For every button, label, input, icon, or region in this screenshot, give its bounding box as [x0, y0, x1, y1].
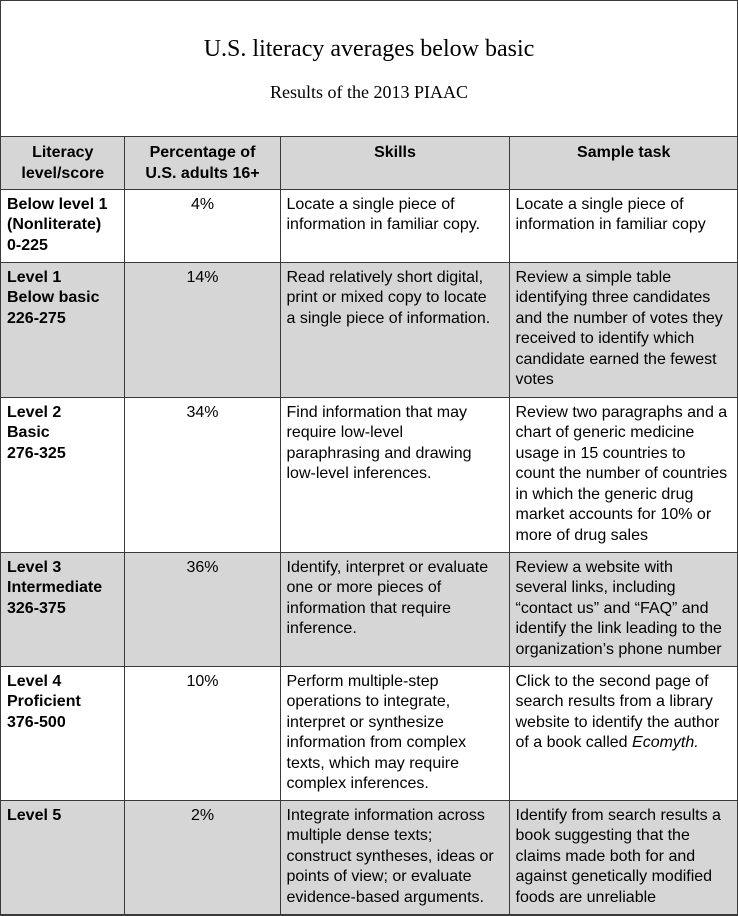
sample-text: chart of generic medicine — [515, 424, 695, 441]
percentage-cell: 36% — [124, 552, 280, 666]
sample-text: and the number of votes they — [515, 309, 723, 327]
percentage-cell: 2% — [124, 800, 280, 914]
sample-text: count the number of countries — [515, 465, 728, 482]
level-cell — [1, 666, 124, 800]
header-text: level/score — [21, 164, 105, 182]
sample-text: website to identify the author — [515, 713, 720, 731]
sample-text: claims made both for and — [515, 847, 696, 865]
skills-cell — [280, 189, 509, 262]
skills-text: information from complex — [286, 734, 467, 751]
skills-text: Integrate information across — [286, 806, 485, 824]
column-header-skills — [280, 137, 509, 189]
percentage-cell: 10% — [124, 666, 280, 800]
level-text: Level 3 — [7, 558, 62, 576]
level-cell — [1, 262, 124, 397]
level-text: 376-500 — [7, 713, 66, 731]
level-cell — [1, 552, 124, 666]
table-header — [1, 1, 737, 137]
skills-text: Locate a single piece of — [286, 195, 455, 213]
sample-text: votes — [515, 371, 554, 388]
skills-text: information that require — [286, 599, 452, 617]
skills-text: information in familiar copy. — [286, 216, 481, 233]
table-row — [1, 189, 737, 262]
skills-text: Identify, interpret or evaluate — [286, 558, 489, 576]
skills-cell — [280, 666, 509, 800]
table-row — [1, 552, 737, 666]
level-text: Below basic — [7, 289, 100, 306]
table-row — [1, 262, 737, 397]
column-header-percentage — [124, 137, 280, 189]
sample-text: market accounts for 10% or — [515, 506, 712, 523]
level-text: 276-325 — [7, 444, 66, 462]
sample-text: “contact us” and “FAQ” and — [515, 599, 709, 617]
percentage-cell: 14% — [124, 262, 280, 397]
level-text: Level 1 — [7, 268, 62, 286]
sample-text-prefix: of a book called — [515, 734, 633, 751]
level-text: 0-225 — [7, 236, 48, 254]
level-cell — [1, 800, 124, 914]
skills-cell — [280, 262, 509, 397]
header-text: Sample task — [577, 144, 671, 161]
skills-text: require low-level — [286, 424, 403, 441]
sample-task-cell — [509, 397, 737, 552]
level-cell — [1, 189, 124, 262]
level-cell — [1, 397, 124, 552]
skills-text: a single piece of information. — [286, 309, 491, 327]
skills-text: Find information that may — [286, 403, 468, 421]
sample-task-cell — [509, 800, 737, 914]
sample-task-cell — [509, 189, 737, 262]
skills-text: complex inferences. — [286, 775, 429, 792]
skills-text: multiple dense texts; — [286, 827, 433, 844]
skills-text: operations to integrate, — [286, 693, 451, 710]
sample-text: organization’s phone number — [515, 640, 722, 658]
sample-text: identifying three candidates — [515, 289, 711, 306]
skills-text: evidence-based arguments. — [286, 888, 484, 906]
sample-text: Click to the second page of — [515, 672, 709, 690]
skills-text: Read relatively short digital, — [286, 268, 484, 286]
level-text: Level 2 — [7, 403, 62, 421]
sample-text: search results from a library — [515, 693, 713, 710]
level-text: (Nonliterate) — [7, 216, 102, 233]
sample-text: usage in 15 countries to — [515, 444, 686, 462]
skills-text: paraphrasing and drawing — [286, 444, 472, 462]
header-text: U.S. adults 16+ — [145, 164, 260, 182]
column-header-sample-task — [509, 137, 737, 189]
page-title: U.S. literacy averages below basic — [203, 36, 535, 62]
sample-text: more of drug sales — [515, 526, 649, 544]
skills-cell — [280, 397, 509, 552]
sample-text: several links, including — [515, 579, 676, 596]
sample-text: received to identify which — [515, 330, 695, 347]
book-title: Ecomyth. — [632, 734, 699, 751]
skills-text: inference. — [286, 620, 357, 637]
table-row — [1, 800, 737, 914]
literacy-levels-table — [1, 137, 737, 915]
level-text: Proficient — [7, 693, 81, 710]
skills-cell — [280, 800, 509, 914]
skills-text: construct syntheses, ideas or — [286, 847, 494, 865]
sample-text: Review a simple table — [515, 268, 672, 286]
sample-text: information in familiar copy — [515, 216, 706, 233]
sample-task-cell — [509, 262, 737, 397]
column-header-level — [1, 137, 124, 189]
sample-task-cell — [509, 552, 737, 666]
sample-text: against genetically modified — [515, 868, 713, 885]
sample-text: identify the link leading to the — [515, 620, 722, 637]
level-text: Intermediate — [7, 579, 103, 596]
sample-text: candidate earned the fewest — [515, 350, 717, 368]
sample-text: Identify from search results a — [515, 806, 721, 824]
skills-text: one or more pieces of — [286, 579, 442, 596]
table-row — [1, 666, 737, 800]
skills-text: interpret or synthesize — [286, 713, 444, 731]
skills-text: Perform multiple-step — [286, 672, 439, 690]
level-text: Level 5 — [7, 806, 62, 824]
sample-text: Review two paragraphs and a — [515, 403, 728, 421]
sample-text: book suggesting that the — [515, 827, 690, 844]
header-text: Skills — [374, 144, 416, 161]
header-text: Literacy — [32, 144, 94, 161]
skills-text: texts, which may require — [286, 754, 460, 772]
percentage-cell: 34% — [124, 397, 280, 552]
level-text: Below level 1 — [7, 195, 108, 213]
header-text: Percentage of — [149, 144, 256, 161]
percentage-cell: 4% — [124, 189, 280, 262]
level-text: Basic — [7, 424, 50, 441]
header-row — [1, 137, 737, 189]
sample-text: Locate a single piece of — [515, 195, 684, 213]
skills-text: low-level inferences. — [286, 465, 432, 482]
sample-text: Review a website with — [515, 558, 673, 576]
level-text: 226-275 — [7, 309, 66, 327]
sample-text: in which the generic drug — [515, 485, 694, 503]
level-text: 326-375 — [7, 599, 66, 617]
skills-text: print or mixed copy to locate — [286, 289, 487, 306]
skills-cell — [280, 552, 509, 666]
skills-text: points of view; or evaluate — [286, 868, 472, 885]
table-row — [1, 397, 737, 552]
page-subtitle: Results of the 2013 PIAAC — [270, 82, 468, 102]
sample-text-last-line — [516, 733, 733, 754]
level-text: Level 4 — [7, 672, 62, 690]
sample-text: foods are unreliable — [515, 888, 657, 906]
sample-task-cell — [509, 666, 737, 800]
